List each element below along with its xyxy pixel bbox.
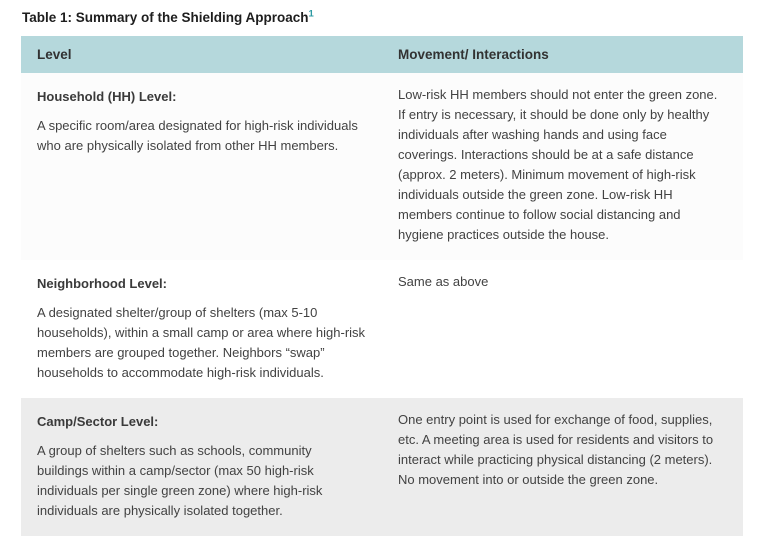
movement-text-camp-sector: One entry point is used for exchange of food, supplies, etc. A meeting area is used for residents and visitors to interact while practicing physical distancing (2 meters). No movement into or outside the green zone. — [398, 412, 714, 487]
level-description-neighborhood: A designated shelter/group of shelters (max 5-10 households), within a small camp or area where high-risk members are grouped together. Neighbors “swap” households to accommodate high-risk individuals. — [37, 305, 366, 380]
level-title-camp-sector: Camp/Sector Level: — [37, 414, 159, 429]
shielding-approach-table — [21, 36, 743, 536]
column-header-level: Level — [21, 36, 382, 73]
cell-neighborhood-level — [21, 260, 382, 398]
footnote-marker: 1 — [308, 8, 314, 20]
table-caption-text: Table 1: Summary of the Shielding Approach — [22, 10, 309, 25]
cell-camp-sector-movement — [382, 398, 743, 536]
cell-household-movement — [382, 73, 743, 260]
level-title-household: Household (HH) Level: — [37, 89, 177, 104]
table-caption — [22, 10, 743, 25]
level-description-camp-sector: A group of shelters such as schools, community buildings within a camp/sector (max 50 high-risk individuals per single green zone) where high-risk individuals are physically isolated together. — [37, 443, 323, 518]
cell-neighborhood-movement — [382, 260, 743, 398]
column-header-movement: Movement/ Interactions — [382, 36, 743, 73]
level-title-neighborhood: Neighborhood Level: — [37, 276, 167, 291]
table-row-neighborhood — [21, 260, 743, 398]
table-row-household — [21, 73, 743, 260]
movement-text-household: Low-risk HH members should not enter the green zone. If entry is necessary, it should be done only by healthy individuals after washing hands and using face coverings. Interactions should be at a safe distance (approx. 2 meters). Minimum movement of high-risk individuals outside the green zone. Low-risk HH members continue to follow social distancing and hygiene practices outside the house. — [398, 87, 718, 242]
level-description-household: A specific room/area designated for high-risk individuals who are physically isolated from other HH members. — [37, 118, 358, 153]
movement-text-neighborhood: Same as above — [398, 274, 489, 289]
cell-camp-sector-level — [21, 398, 382, 536]
cell-household-level — [21, 73, 382, 260]
table-row-camp-sector — [21, 398, 743, 536]
table-header-row — [21, 36, 743, 73]
